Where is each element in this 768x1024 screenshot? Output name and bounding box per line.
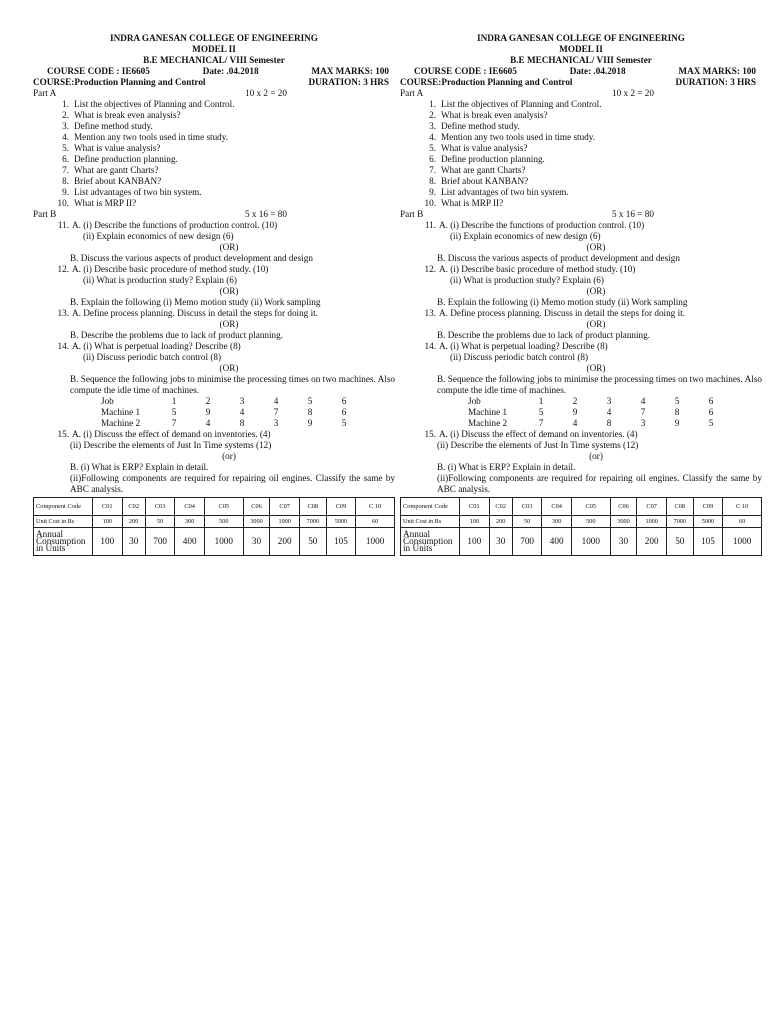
abc-table-cell: 200 <box>489 516 512 528</box>
question-item <box>418 176 762 187</box>
job-table-cell: 4 <box>640 396 646 406</box>
abc-table-row <box>401 516 762 528</box>
header-row-1 <box>33 66 395 77</box>
question-text: What is value analysis? <box>74 143 161 153</box>
question-number: 14. <box>57 341 69 351</box>
question-item <box>418 99 762 110</box>
question-number: 15. <box>424 429 436 439</box>
abc-table-cell: 105 <box>326 528 356 556</box>
abc-table-cell: C04 <box>542 498 572 516</box>
question-text: List advantages of two bin system. <box>74 187 202 197</box>
part-a-label: Part A <box>400 88 424 98</box>
question-number: 13. <box>424 308 436 318</box>
part-a-heading <box>33 88 395 99</box>
job-table-cell: 7 <box>640 407 646 417</box>
max-marks: MAX MARKS: 100 <box>311 66 389 76</box>
question-item <box>51 176 395 187</box>
part-a-marks: 10 x 2 = 20 <box>245 88 287 98</box>
abc-table-cell: C07 <box>270 498 300 516</box>
job-table-cell: 2 <box>205 396 211 406</box>
abc-table-cell: 50 <box>512 516 542 528</box>
job-table-row <box>101 396 361 407</box>
question-item <box>51 187 395 198</box>
job-table-cell: 7 <box>273 407 279 417</box>
question-15a <box>33 429 395 440</box>
question-15b-i: B. (i) What is ERP? Explain in detail. <box>437 462 576 472</box>
question-12b: B. Explain the following (i) Memo motion study (ii) Work sampling <box>70 297 321 307</box>
job-table-cell: 4 <box>606 407 612 417</box>
header-row-2 <box>33 77 395 88</box>
question-text: Brief about KANBAN? <box>74 176 162 186</box>
question-item <box>418 121 762 132</box>
question-number: 8. <box>429 176 436 186</box>
abc-table-cell: 60 <box>356 516 395 528</box>
question-11a-ii: (ii) Explain economics of new design (6) <box>83 231 234 241</box>
job-table-cell: 5 <box>341 418 347 428</box>
question-item <box>418 165 762 176</box>
question-item <box>51 198 395 209</box>
abc-table-cell: C05 <box>571 498 610 516</box>
question-item <box>51 132 395 143</box>
part-b-marks: 5 x 16 = 80 <box>245 209 287 219</box>
question-text: A. (i) Discuss the effect of demand on inventories. (4) <box>72 429 271 439</box>
job-table-cell: 5 <box>708 418 714 428</box>
job-table-cell: 1 <box>171 396 177 406</box>
question-15b-ii: (ii)Following components are required for repairing oil engines. Classify the same by ABC analysis. <box>437 473 762 494</box>
abc-table-cell: C05 <box>204 498 243 516</box>
abc-table-cell: 500 <box>204 516 243 528</box>
part-a-heading <box>400 88 762 99</box>
abc-table-row-label: Annual Consumption in Units <box>34 528 93 556</box>
abc-table-cell: C01 <box>93 498 123 516</box>
job-table-cell: 7 <box>538 418 544 428</box>
abc-table-cell: 100 <box>93 516 123 528</box>
question-14b: B. Sequence the following jobs to minimise the processing times on two machines. Also compute the idle time of machines. <box>437 374 762 395</box>
job-table-cell: 3 <box>239 396 245 406</box>
question-text: List advantages of two bin system. <box>441 187 569 197</box>
part-b-label: Part B <box>33 209 57 219</box>
job-table-row-label: Machine 1 <box>101 407 141 417</box>
question-number: 6. <box>62 154 69 164</box>
job-table-cell: 9 <box>572 407 578 417</box>
course-code: COURSE CODE : IE6605 <box>414 66 517 76</box>
or-separator: (OR) <box>586 242 606 252</box>
abc-table-cell: 400 <box>542 528 572 556</box>
job-table-cell: 4 <box>572 418 578 428</box>
abc-table-cell: C02 <box>489 498 512 516</box>
abc-table-cell: 50 <box>666 528 693 556</box>
abc-table-cell: C03 <box>145 498 175 516</box>
or-separator: (OR) <box>219 363 239 373</box>
question-item <box>418 198 762 209</box>
question-item <box>51 165 395 176</box>
abc-table-cell: 300 <box>542 516 572 528</box>
abc-table-cell: 1000 <box>571 528 610 556</box>
abc-table-row <box>34 498 395 516</box>
abc-table-cell: 1000 <box>723 528 762 556</box>
part-a-questions <box>33 99 395 209</box>
job-table-cell: 3 <box>606 396 612 406</box>
exam-title: MODEL II <box>192 44 236 54</box>
duration: DURATION: 3 HRS <box>675 77 756 87</box>
job-table-row <box>468 418 728 429</box>
abc-table-cell: C09 <box>326 498 356 516</box>
question-15a-ii: (ii) Describe the elements of Just In Time systems (12) <box>70 440 272 450</box>
job-table-cell: 4 <box>239 407 245 417</box>
job-table-cell: 8 <box>239 418 245 428</box>
branch-semester: B.E MECHANICAL/ VIII Semester <box>143 55 285 65</box>
job-table-cell: 9 <box>307 418 313 428</box>
abc-table-cell: C08 <box>299 498 326 516</box>
header-row-2 <box>400 77 762 88</box>
job-table-cell: 4 <box>273 396 279 406</box>
question-13b: B. Describe the problems due to lack of product planning. <box>437 330 651 340</box>
abc-table-cell: C09 <box>693 498 723 516</box>
job-table-cell: 5 <box>538 407 544 417</box>
abc-table-cell: 1000 <box>204 528 243 556</box>
abc-table-row <box>34 516 395 528</box>
abc-table-cell: 500 <box>571 516 610 528</box>
job-table-cell: 6 <box>341 407 347 417</box>
exam-title: MODEL II <box>559 44 603 54</box>
question-number: 5. <box>429 143 436 153</box>
question-13b: B. Describe the problems due to lack of product planning. <box>70 330 284 340</box>
abc-analysis-table <box>400 497 762 556</box>
question-number: 13. <box>57 308 69 318</box>
or-separator: (or) <box>222 451 236 461</box>
question-text: Brief about KANBAN? <box>441 176 529 186</box>
duration: DURATION: 3 HRS <box>308 77 389 87</box>
question-12a <box>400 264 762 275</box>
job-table-cell: 5 <box>307 396 313 406</box>
question-text: A. (i) Discuss the effect of demand on inventories. (4) <box>439 429 638 439</box>
question-number: 2. <box>429 110 436 120</box>
question-text: Define method study. <box>441 121 520 131</box>
header <box>33 33 395 88</box>
question-number: 4. <box>429 132 436 142</box>
job-table-cell: 5 <box>171 407 177 417</box>
abc-table-row-label: Unit Cost in Rs <box>34 516 93 528</box>
abc-table-row-label: Component Code <box>34 498 93 516</box>
or-separator: (OR) <box>586 363 606 373</box>
question-number: 12. <box>57 264 69 274</box>
question-13a <box>33 308 395 319</box>
job-table-cell: 3 <box>273 418 279 428</box>
job-table-row-label: Machine 2 <box>468 418 508 428</box>
question-item <box>51 154 395 165</box>
abc-table-cell: 100 <box>93 528 123 556</box>
question-number: 10. <box>57 198 69 208</box>
question-number: 8. <box>62 176 69 186</box>
question-number: 1. <box>62 99 69 109</box>
question-number: 9. <box>62 187 69 197</box>
question-item <box>51 99 395 110</box>
question-number: 11. <box>57 220 69 230</box>
question-number: 3. <box>62 121 69 131</box>
question-text: What are gantt Charts? <box>441 165 526 175</box>
question-text: What are gantt Charts? <box>74 165 159 175</box>
question-13a <box>400 308 762 319</box>
course-code: COURSE CODE : IE6605 <box>47 66 150 76</box>
job-table-cell: 6 <box>341 396 347 406</box>
abc-table-cell: 100 <box>460 516 490 528</box>
abc-table-cell: 30 <box>122 528 145 556</box>
question-item <box>51 110 395 121</box>
question-number: 10. <box>424 198 436 208</box>
question-text: What is MRP II? <box>74 198 137 208</box>
question-text: List the objectives of Planning and Control. <box>74 99 235 109</box>
question-text: What is MRP II? <box>441 198 504 208</box>
part-a-marks: 10 x 2 = 20 <box>612 88 654 98</box>
abc-table-cell: 3000 <box>610 516 637 528</box>
question-text: List the objectives of Planning and Control. <box>441 99 602 109</box>
question-14a-ii: (ii) Discuss periodic batch control (8) <box>83 352 222 362</box>
question-15a <box>400 429 762 440</box>
question-text: Define production planning. <box>74 154 178 164</box>
question-15b-ii: (ii)Following components are required for repairing oil engines. Classify the same by ABC analysis. <box>70 473 395 494</box>
or-separator: (OR) <box>219 286 239 296</box>
part-b-questions <box>33 220 395 556</box>
abc-table-cell: 200 <box>270 528 300 556</box>
question-number: 14. <box>424 341 436 351</box>
question-11a <box>33 220 395 231</box>
abc-table-cell: 100 <box>460 528 490 556</box>
header-row-1 <box>400 66 762 77</box>
question-number: 7. <box>62 165 69 175</box>
abc-table-cell: 50 <box>145 516 175 528</box>
abc-table-cell: 400 <box>175 528 205 556</box>
job-table-cell: 8 <box>606 418 612 428</box>
job-table-row <box>101 418 361 429</box>
or-separator: (OR) <box>219 319 239 329</box>
abc-table-row-label: Annual Consumption in Units <box>401 528 460 556</box>
abc-table-cell: 200 <box>122 516 145 528</box>
job-table-cell: 2 <box>572 396 578 406</box>
job-table-row-label: Machine 1 <box>468 407 508 417</box>
or-separator: (OR) <box>586 319 606 329</box>
job-table-row-label: Machine 2 <box>101 418 141 428</box>
question-item <box>51 143 395 154</box>
question-text: What is break even analysis? <box>74 110 181 120</box>
question-14a <box>400 341 762 352</box>
abc-table-cell: 1000 <box>356 528 395 556</box>
question-number: 6. <box>429 154 436 164</box>
question-text: A. (i) Describe the functions of production control. (10) <box>72 220 278 230</box>
job-table-row <box>101 407 361 418</box>
or-separator: (OR) <box>219 242 239 252</box>
question-14a-ii: (ii) Discuss periodic batch control (8) <box>450 352 589 362</box>
abc-table-cell: 3000 <box>243 516 270 528</box>
question-text: What is break even analysis? <box>441 110 548 120</box>
question-item <box>418 110 762 121</box>
abc-table-cell: C06 <box>243 498 270 516</box>
job-table-cell: 9 <box>205 407 211 417</box>
abc-table-cell: C 10 <box>723 498 762 516</box>
question-number: 7. <box>429 165 436 175</box>
abc-analysis-table <box>33 497 395 556</box>
question-item <box>418 187 762 198</box>
abc-table-cell: C03 <box>512 498 542 516</box>
abc-table-cell: 5000 <box>326 516 356 528</box>
college-name: INDRA GANESAN COLLEGE OF ENGINEERING <box>110 33 318 43</box>
question-12b: B. Explain the following (i) Memo motion study (ii) Work sampling <box>437 297 688 307</box>
job-table-cell: 6 <box>708 396 714 406</box>
job-table-row <box>468 407 728 418</box>
abc-table-cell: 105 <box>693 528 723 556</box>
question-paper-copy-left <box>33 33 395 556</box>
job-table-cell: 7 <box>171 418 177 428</box>
abc-table-cell: 1000 <box>270 516 300 528</box>
exam-date: Date: .04.2018 <box>202 66 259 76</box>
part-b-heading <box>400 209 762 220</box>
question-number: 9. <box>429 187 436 197</box>
question-text: A. (i) What is perpetual loading? Describe (8) <box>72 341 241 351</box>
question-item <box>418 143 762 154</box>
job-table-cell: 8 <box>674 407 680 417</box>
abc-table-cell: C 10 <box>356 498 395 516</box>
part-b-heading <box>33 209 395 220</box>
job-sequencing-table <box>468 396 728 429</box>
question-14b: B. Sequence the following jobs to minimise the processing times on two machines. Also compute the idle time of machines. <box>70 374 395 395</box>
abc-table-row-label: Component Code <box>401 498 460 516</box>
job-table-row-label: Job <box>101 396 114 406</box>
exam-date: Date: .04.2018 <box>569 66 626 76</box>
abc-table-cell: 200 <box>637 528 667 556</box>
question-11b: B. Discuss the various aspects of product development and design <box>70 253 313 263</box>
question-text: A. (i) Describe basic procedure of method study. (10) <box>72 264 269 274</box>
question-number: 15. <box>57 429 69 439</box>
question-15b-i: B. (i) What is ERP? Explain in detail. <box>70 462 209 472</box>
abc-table-cell: 7000 <box>299 516 326 528</box>
question-number: 1. <box>429 99 436 109</box>
header <box>400 33 762 88</box>
abc-table-cell: C08 <box>666 498 693 516</box>
college-name: INDRA GANESAN COLLEGE OF ENGINEERING <box>477 33 685 43</box>
question-number: 11. <box>424 220 436 230</box>
or-separator: (or) <box>589 451 603 461</box>
branch-semester: B.E MECHANICAL/ VIII Semester <box>510 55 652 65</box>
abc-table-cell: C04 <box>175 498 205 516</box>
question-11a-ii: (ii) Explain economics of new design (6) <box>450 231 601 241</box>
question-item <box>51 121 395 132</box>
question-11b: B. Discuss the various aspects of product development and design <box>437 253 680 263</box>
question-text: A. Define process planning. Discuss in detail the steps for doing it. <box>439 308 685 318</box>
question-text: Define production planning. <box>441 154 545 164</box>
abc-table-cell: 5000 <box>693 516 723 528</box>
question-text: A. (i) Describe the functions of production control. (10) <box>439 220 645 230</box>
part-b-questions <box>400 220 762 556</box>
question-text: A. (i) What is perpetual loading? Describe (8) <box>439 341 608 351</box>
abc-table-row <box>34 528 395 556</box>
question-15a-ii: (ii) Describe the elements of Just In Time systems (12) <box>437 440 639 450</box>
question-paper-copy-right <box>400 33 762 556</box>
question-14a <box>33 341 395 352</box>
abc-table-cell: 60 <box>723 516 762 528</box>
abc-table-cell: 300 <box>175 516 205 528</box>
abc-table-cell: 700 <box>512 528 542 556</box>
question-text: Mention any two tools used in time study. <box>74 132 229 142</box>
question-11a <box>400 220 762 231</box>
question-number: 2. <box>62 110 69 120</box>
question-text: A. Define process planning. Discuss in detail the steps for doing it. <box>72 308 318 318</box>
job-table-cell: 4 <box>205 418 211 428</box>
job-table-cell: 3 <box>640 418 646 428</box>
question-text: Define method study. <box>74 121 153 131</box>
question-number: 3. <box>429 121 436 131</box>
abc-table-cell: C07 <box>637 498 667 516</box>
abc-table-cell: 50 <box>299 528 326 556</box>
part-a-label: Part A <box>33 88 57 98</box>
question-number: 4. <box>62 132 69 142</box>
job-table-row <box>468 396 728 407</box>
question-text: Mention any two tools used in time study. <box>441 132 596 142</box>
job-table-cell: 5 <box>674 396 680 406</box>
question-number: 5. <box>62 143 69 153</box>
abc-table-cell: C02 <box>122 498 145 516</box>
abc-table-cell: 700 <box>145 528 175 556</box>
job-table-cell: 6 <box>708 407 714 417</box>
part-b-label: Part B <box>400 209 424 219</box>
question-text: What is value analysis? <box>441 143 528 153</box>
abc-table-cell: 30 <box>243 528 270 556</box>
max-marks: MAX MARKS: 100 <box>678 66 756 76</box>
abc-table-cell: C01 <box>460 498 490 516</box>
question-text: A. (i) Describe basic procedure of method study. (10) <box>439 264 636 274</box>
abc-table-cell: C06 <box>610 498 637 516</box>
job-table-cell: 1 <box>538 396 544 406</box>
abc-table-row <box>401 498 762 516</box>
question-number: 12. <box>424 264 436 274</box>
part-a-questions <box>400 99 762 209</box>
abc-table-cell: 30 <box>610 528 637 556</box>
course-name: COURSE:Production Planning and Control <box>33 77 206 87</box>
question-item <box>418 154 762 165</box>
job-table-row-label: Job <box>468 396 481 406</box>
or-separator: (OR) <box>586 286 606 296</box>
question-12a <box>33 264 395 275</box>
part-b-marks: 5 x 16 = 80 <box>612 209 654 219</box>
abc-table-row <box>401 528 762 556</box>
abc-table-cell: 30 <box>489 528 512 556</box>
abc-table-row-label: Unit Cost in Rs <box>401 516 460 528</box>
job-table-cell: 8 <box>307 407 313 417</box>
question-12a-ii: (ii) What is production study? Explain (6) <box>450 275 604 285</box>
abc-table-cell: 7000 <box>666 516 693 528</box>
course-name: COURSE:Production Planning and Control <box>400 77 573 87</box>
question-item <box>418 132 762 143</box>
job-table-cell: 9 <box>674 418 680 428</box>
job-sequencing-table <box>101 396 361 429</box>
abc-table-cell: 1000 <box>637 516 667 528</box>
question-12a-ii: (ii) What is production study? Explain (6) <box>83 275 237 285</box>
